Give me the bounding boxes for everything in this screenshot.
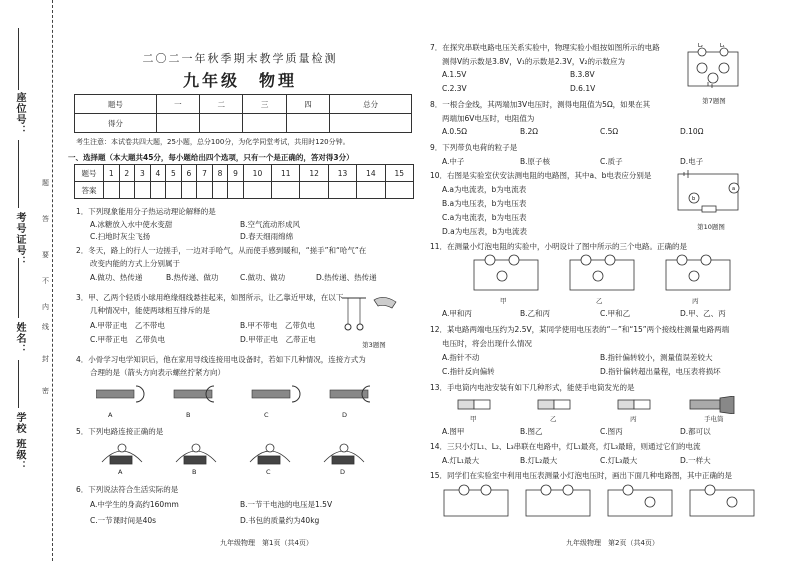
answer-header-cell: 8	[212, 165, 228, 182]
seat-label: 座位号：	[14, 92, 25, 136]
q5-circuit-figures	[98, 438, 398, 468]
answer-cell[interactable]	[357, 182, 385, 199]
option[interactable]: D.指针偏转超出量程，电压表将损坏	[600, 367, 721, 376]
q10-circuit	[672, 168, 746, 218]
exam-title: 二〇二一年秋季期末教学质量检测	[142, 52, 338, 65]
option[interactable]: A.甲带正电 乙不带电	[90, 321, 165, 330]
option[interactable]: A.冰糖放入水中使水变甜	[90, 220, 173, 229]
svg-text:a: a	[732, 186, 736, 192]
q3-balls-figure	[336, 290, 406, 346]
score-cell[interactable]	[156, 114, 199, 133]
question-11: 11．在测量小灯泡电阻的实验中，小明设计了图中所示的三个电路。正确的是	[430, 242, 688, 251]
score-cell[interactable]	[200, 114, 243, 133]
q10-caption: 第10题图	[697, 223, 725, 231]
question-13: 13．手电筒内电池安装有如下几种形式，能使手电筒发光的是	[430, 383, 635, 392]
option[interactable]: A.图甲	[442, 427, 465, 436]
fig-label: C	[264, 411, 269, 419]
section-title: 一、选择题（本大题共45分，每小题给出四个选项，只有一个是正确的，答对得3分）	[68, 153, 354, 162]
question-14: 14．三只小灯L₁、L₂、L₃串联在电路中，灯L₁最亮，灯L₃最暗，则通过它们的电流	[430, 442, 701, 451]
answer-header-cell: 10	[243, 165, 271, 182]
score-header-cell: 题号	[75, 95, 157, 114]
q3-caption: 第3题图	[362, 341, 386, 349]
answer-cell[interactable]	[197, 182, 213, 199]
option[interactable]: D.a为电压表，b为电流表	[442, 227, 528, 236]
fig-label: D	[342, 411, 348, 419]
answer-header-cell: 题号	[75, 165, 104, 182]
option[interactable]: C.做功、做功	[240, 273, 286, 282]
answer-label-cell: 答案	[75, 182, 104, 199]
seal-word: 题	[42, 179, 49, 187]
option[interactable]: D.甲、乙、丙	[680, 309, 726, 318]
option[interactable]: B.指针偏转较小，测量值误差较大	[600, 353, 713, 362]
answer-header-cell: 12	[300, 165, 328, 182]
answer-header-cell: 15	[385, 165, 414, 182]
seal-word: 密	[42, 387, 49, 395]
answer-header-cell: 1	[104, 165, 120, 182]
answer-cell[interactable]	[228, 182, 244, 199]
option[interactable]: B.一节干电池的电压是1.5V	[240, 500, 333, 509]
school-blank	[18, 360, 19, 408]
q13-battery-figures	[454, 396, 744, 414]
fig-label: D	[340, 468, 346, 476]
seal-word: 线	[42, 323, 49, 331]
option[interactable]: B.甲不带电 乙带负电	[240, 321, 316, 330]
option[interactable]: A.甲和丙	[442, 309, 472, 318]
fig-label: B	[192, 468, 197, 476]
q11-circuits	[470, 252, 750, 296]
answer-table	[74, 164, 414, 199]
option[interactable]: C.灯L₃最大	[600, 456, 638, 465]
option[interactable]: D.10Ω	[680, 127, 704, 136]
answer-cell[interactable]	[150, 182, 166, 199]
score-header-cell: 二	[200, 95, 243, 114]
q15-circuits	[440, 482, 760, 522]
name-label: 姓名：	[14, 322, 25, 355]
score-header-cell: 总分	[330, 95, 412, 114]
score-header-cell: 三	[243, 95, 286, 114]
score-cell[interactable]	[286, 114, 329, 133]
score-cell[interactable]	[243, 114, 286, 133]
answer-cell[interactable]	[104, 182, 120, 199]
fig-label: 丙	[692, 297, 699, 305]
option[interactable]: D.6.1V	[570, 84, 596, 93]
answer-header-cell: 2	[119, 165, 135, 182]
page1-footer: 九年级物理 第1页（共4页）	[220, 539, 313, 547]
question-7: 7．在探究串联电路电压关系实验中，物理实验小组按如图所示的电路	[430, 43, 660, 52]
answer-header-cell: 3	[135, 165, 151, 182]
option[interactable]: A.指针不动	[442, 353, 480, 362]
option[interactable]: B.图乙	[520, 427, 543, 436]
q4-figures	[96, 382, 396, 410]
option[interactable]: C.2.3V	[442, 84, 467, 93]
option[interactable]: A.做功、热传递	[90, 273, 143, 282]
option[interactable]: D.春天细雨绵绵	[240, 232, 294, 241]
fig-label: A	[118, 468, 123, 476]
seal-word: 内	[42, 303, 49, 311]
question-1: 1．下列现象能用分子热运动理论解释的是	[76, 207, 216, 216]
school-class-label: 学校 班级：	[14, 412, 25, 472]
question-12-cont: 电压时，将会出现什么情况	[442, 339, 532, 348]
option[interactable]: D.一样大	[680, 456, 711, 465]
question-10: 10．右图是实验室伏安法测电阻的电路图，其中a、b电表应分别是	[430, 171, 652, 180]
svg-text:b: b	[692, 196, 696, 202]
option[interactable]: C.图丙	[600, 427, 623, 436]
q7-circuit	[684, 38, 744, 96]
option[interactable]: A.灯L₁最大	[442, 456, 480, 465]
answer-cell[interactable]	[328, 182, 356, 199]
binding-strip	[0, 0, 64, 561]
score-header-cell: 四	[286, 95, 329, 114]
option[interactable]: D.都可以	[680, 427, 711, 436]
exam-subject: 九年级 物理	[182, 71, 297, 90]
answer-header-cell: 13	[328, 165, 356, 182]
option[interactable]: D.电子	[680, 157, 704, 166]
question-8-cont: 两端加6V电压时，电阻值为	[442, 114, 535, 123]
answer-header-cell: 5	[166, 165, 182, 182]
fig-label: A	[108, 411, 113, 419]
option[interactable]: A.a为电流表，b为电流表	[442, 185, 527, 194]
question-12: 12．某电路两端电压约为2.5V，某同学使用电压表的“－”和“15”两个接线柱测量电路两端	[430, 325, 730, 334]
option[interactable]: B.a为电压表，b为电压表	[442, 199, 527, 208]
answer-cell[interactable]	[243, 182, 271, 199]
option[interactable]: C.扫地时灰尘飞扬	[90, 232, 151, 241]
fig-label: 甲	[500, 297, 507, 305]
fig-label: 乙	[550, 415, 557, 423]
answer-header-cell: 9	[228, 165, 244, 182]
score-header-cell: 一	[156, 95, 199, 114]
question-2: 2．冬天，路上的行人一边搓手，一边对手哈气，从而使手感到暖和，“搓手”和“哈气”在	[76, 246, 367, 255]
option[interactable]: A.中子	[442, 157, 465, 166]
page2-footer: 九年级物理 第2页（共4页）	[566, 539, 659, 547]
answer-cell[interactable]	[212, 182, 228, 199]
seal-word: 要	[42, 251, 49, 259]
option[interactable]: A.0.5Ω	[442, 127, 468, 136]
svg-text:L₁: L₁	[720, 43, 725, 49]
answer-header-cell: 6	[181, 165, 197, 182]
question-9: 9．下列带负电荷的粒子是	[430, 143, 518, 152]
question-4-cont: 合理的是（箭头方向表示螺丝拧紧方向）	[90, 368, 225, 377]
option[interactable]: B.3.8V	[570, 70, 595, 79]
option[interactable]: D.书包的质量约为40kg	[240, 516, 320, 525]
seat-blank	[18, 28, 19, 90]
option[interactable]: B.灯L₂最大	[520, 456, 558, 465]
option[interactable]: B.2Ω	[520, 127, 539, 136]
answer-header-cell: 14	[357, 165, 385, 182]
exam-note: 考生注意：本试卷共四大题，25小题，总分100分，为化学同堂考试，共用时120分钟。	[76, 138, 350, 146]
question-3-cont: 几种情况中，能使两球相互排斥的是	[90, 306, 210, 315]
question-3: 3．甲、乙两个轻质小球用绝缘细线悬挂起来，如图所示，让乙靠近甲球，在以下	[76, 293, 344, 302]
fig-label: C	[266, 468, 271, 476]
fig-label: 丙	[630, 415, 637, 423]
question-5: 5．下列电路连接正确的是	[76, 427, 164, 436]
question-6: 6．下列说法符合生活实际的是	[76, 485, 179, 494]
option[interactable]: C.一节课时间是40s	[90, 516, 157, 525]
seal-line	[52, 0, 53, 561]
svg-text:L₂: L₂	[698, 43, 703, 49]
seal-word: 封	[42, 355, 49, 363]
question-15: 15．同学们在实验室中利用电压表测量小灯泡电压时，画出下面几种电路图，其中正确的是	[430, 471, 733, 480]
seal-word: 不	[42, 277, 49, 285]
option[interactable]: D.甲带正电 乙带正电	[240, 335, 316, 344]
name-blank	[18, 258, 19, 318]
seal-word: 答	[42, 215, 49, 223]
exam-no-label: 考号证号：	[14, 212, 25, 267]
option[interactable]: B.热传递、做功	[166, 273, 219, 282]
fig-label: B	[186, 411, 191, 419]
question-2-cont: 改变内能的方式上分别属于	[90, 259, 180, 268]
answer-header-cell: 7	[197, 165, 213, 182]
option[interactable]: A.中学生的身高约160mm	[90, 500, 179, 509]
answer-header-cell: 4	[150, 165, 166, 182]
answer-cell[interactable]	[181, 182, 197, 199]
fig-label: 手电筒	[704, 415, 724, 423]
option[interactable]: C.甲带正电 乙带负电	[90, 335, 166, 344]
option[interactable]: C.5Ω	[600, 127, 619, 136]
option[interactable]: B.乙和丙	[520, 309, 551, 318]
score-table	[74, 94, 412, 133]
question-7-cont: 测得V的示数是3.8V，V₁的示数是2.3V，V₂的示数应为	[442, 57, 626, 66]
q7-caption: 第7题图	[702, 97, 726, 105]
exam-no-blank	[18, 140, 19, 208]
option[interactable]: C.a为电流表，b为电压表	[442, 213, 527, 222]
answer-cell[interactable]	[385, 182, 414, 199]
fig-label: 甲	[470, 415, 477, 423]
score-cell[interactable]	[330, 114, 412, 133]
question-4: 4．小骨学习电学知识后，他在家用导线连接用电设备时，若如下几种情况，连接方式为	[76, 355, 366, 364]
answer-cell[interactable]	[166, 182, 182, 199]
answer-cell[interactable]	[119, 182, 135, 199]
answer-header-cell: 11	[272, 165, 300, 182]
answer-cell[interactable]	[135, 182, 151, 199]
answer-cell[interactable]	[272, 182, 300, 199]
score-label-cell: 得分	[75, 114, 157, 133]
option[interactable]: C.质子	[600, 157, 623, 166]
question-8: 8．一根合金线，其两端加3V电压时，测得电阻值为5Ω，如果在其	[430, 100, 651, 109]
option[interactable]: B.原子核	[520, 157, 551, 166]
option[interactable]: D.热传递、热传递	[316, 273, 377, 282]
option[interactable]: C.指针反向偏转	[442, 367, 495, 376]
answer-cell[interactable]	[300, 182, 328, 199]
option[interactable]: C.甲和乙	[600, 309, 631, 318]
option[interactable]: B.空气流动形成风	[240, 220, 301, 229]
option[interactable]: A.1.5V	[442, 70, 467, 79]
fig-label: 乙	[596, 297, 603, 305]
